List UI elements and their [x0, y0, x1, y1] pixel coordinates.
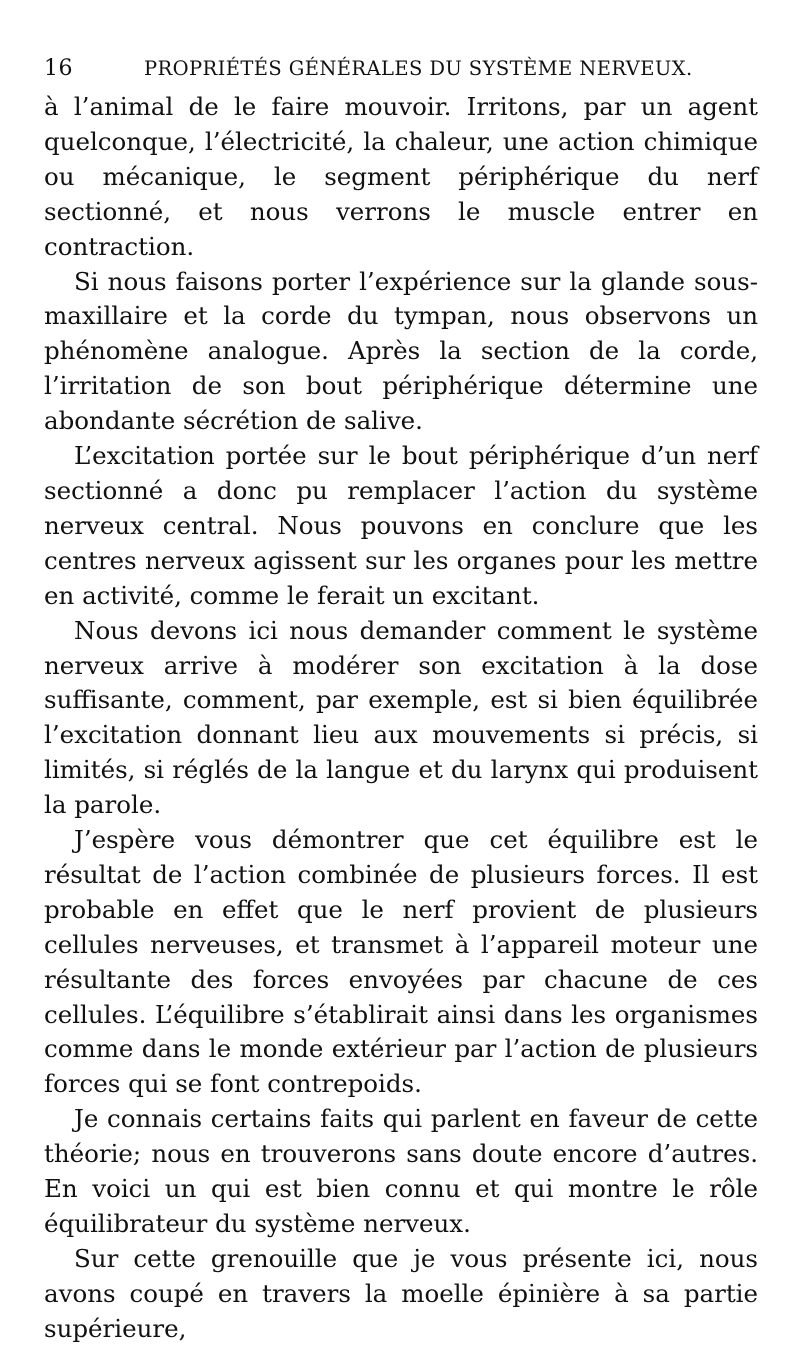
paragraph-4: Nous devons ici nous demander comment le système nerveux arrive à modérer son excitation à la dose suffisante, comment, par exemple, est si bien équilibrée l’excitation donnant lieu aux mouvements si précis, si limités, si réglés de la langue et du larynx qui produisent la parole. — [44, 615, 758, 820]
body-text — [44, 90, 758, 1347]
running-title: PROPRIÉTÉS GÉNÉRALES DU SYSTÈME NERVEUX. — [144, 57, 693, 80]
paragraph-7: Sur cette grenouille que je vous présente ici, nous avons coupé en travers la moelle épinière à sa partie supérieure, — [44, 1243, 758, 1343]
page-number: 16 — [44, 56, 73, 81]
paragraph-5: J’espère vous démontrer que cet équilibre est le résultat de l’action combinée de plusieurs forces. Il est probable en effet que le nerf provient de plusieurs cellules nerveuses, et transmet à l’appareil moteur une résultante des forces envoyées par chacune de ces cellules. L’équilibre s’établirait ainsi dans les organismes comme dans le monde extérieur par l’action de plusieurs forces qui se font contrepoids. — [44, 825, 758, 1099]
paragraph-3: L’excitation portée sur le bout périphérique d’un nerf sectionné a donc pu remplacer l’action du système nerveux central. Nous pouvons en conclure que les centres nerveux agissent sur les organes pour les mettre en activité, comme le ferait un excitant. — [44, 441, 758, 610]
paragraph-2: Si nous faisons porter l’expérience sur la glande sous-maxillaire et la corde du tympan, nous observons un phénomène analogue. Après la section de la corde, l’irritation de son bout périphérique détermine une abondante sécrétion de salive. — [44, 266, 758, 436]
paragraph-1: à l’animal de le faire mouvoir. Irritons, par un agent quelconque, l’électricité, la chaleur, une action chimique ou mécanique, le segment périphérique du nerf sectionné, et nous verrons le muscle entrer en contraction. — [44, 92, 758, 261]
paragraph-6: Je connais certains faits qui parlent en faveur de cette théorie; nous en trouverons sans doute encore d’autres. En voici un qui est bien connu et qui montre le rôle équilibrateur du système nerveux. — [44, 1104, 758, 1238]
running-header — [44, 56, 758, 90]
